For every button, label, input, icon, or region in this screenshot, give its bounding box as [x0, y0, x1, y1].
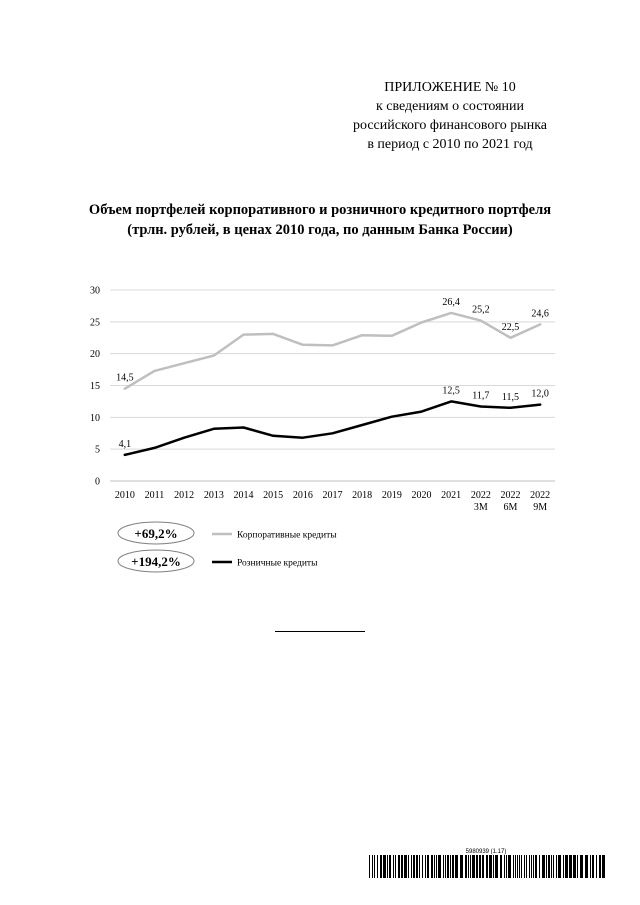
barcode-bar: [519, 855, 520, 878]
barcode-bar: [395, 855, 396, 878]
barcode-bar: [436, 855, 437, 878]
barcode-bar: [380, 855, 382, 878]
appendix-subtitle-2: российского финансового рынка: [352, 118, 548, 133]
barcode-bar: [506, 855, 507, 878]
barcode-bar: [427, 855, 429, 878]
barcode-bar: [411, 855, 412, 878]
growth-label: +194,2%: [131, 554, 181, 569]
barcode-bar: [470, 855, 471, 878]
data-label: 25,2: [472, 304, 490, 316]
y-tick-label: 20: [90, 349, 100, 361]
barcode-bar: [548, 855, 550, 878]
data-label: 4,1: [118, 438, 132, 450]
barcode-bar: [592, 855, 594, 878]
chart-title-line-2: (трлн. рублей, в ценах 2010 года, по данным Банка России): [127, 222, 513, 238]
barcode-bar: [401, 855, 403, 878]
barcode-bar: [569, 855, 572, 878]
barcode-bar: [517, 855, 518, 878]
barcode-bar: [404, 855, 407, 878]
barcode-bar: [374, 855, 375, 878]
x-tick-label: 2018: [352, 490, 373, 501]
barcode-bar: [445, 855, 446, 878]
data-label: 12,5: [442, 385, 460, 397]
x-tick-label: 2013: [203, 490, 224, 501]
barcode-bar: [513, 855, 514, 878]
x-tick-label: 2010: [114, 490, 135, 501]
x-tick-label: 2022: [500, 490, 521, 501]
barcode-bar: [580, 855, 583, 878]
barcode-bar: [551, 855, 552, 878]
barcode-bar: [500, 855, 502, 878]
legend-label: Розничные кредиты: [237, 558, 318, 569]
barcode-bar: [515, 855, 516, 878]
barcode-bar: [563, 855, 564, 878]
barcode-bar: [493, 855, 494, 878]
barcode-bar: [447, 855, 449, 878]
barcode-bar: [377, 855, 378, 878]
x-tick-label: 2017: [322, 490, 343, 501]
barcode-bar: [468, 855, 469, 878]
barcode-bar: [372, 855, 373, 878]
barcode-bar: [413, 855, 415, 878]
barcode-bar: [590, 855, 591, 878]
x-tick-label: 2015: [263, 490, 284, 501]
barcode-bar: [369, 855, 370, 878]
barcode-bar: [585, 855, 588, 878]
data-label: 22,5: [501, 321, 520, 333]
y-tick-label: 10: [90, 412, 100, 424]
barcode-bar: [476, 855, 478, 878]
barcode-bar: [531, 855, 532, 878]
barcode-bar: [573, 855, 576, 878]
barcode-bar: [450, 855, 451, 878]
barcode-bar: [479, 855, 481, 878]
barcode-bar: [535, 855, 537, 878]
barcode-bar: [556, 855, 557, 878]
y-tick-label: 30: [90, 285, 100, 297]
barcode-bar: [455, 855, 458, 878]
barcode-bar: [504, 855, 505, 878]
barcode-bar: [565, 855, 568, 878]
separator-line: [275, 631, 365, 632]
barcode-bar: [521, 855, 522, 878]
data-label: 24,6: [531, 308, 549, 320]
barcode-bar: [438, 855, 441, 878]
chart-title-line-1: Объем портфелей корпоративного и розничного кредитного портфеля: [88, 202, 552, 218]
corporate-credits-line: [125, 313, 540, 389]
x-tick-label: 2021: [441, 490, 462, 501]
barcode-bar: [422, 855, 423, 878]
x-tick-label: 2012: [174, 490, 195, 501]
x-tick-label: 2020: [411, 490, 432, 501]
data-label: 14,5: [116, 372, 134, 384]
growth-label: +69,2%: [134, 526, 178, 541]
y-tick-label: 25: [90, 317, 100, 329]
x-tick-label: 9M: [533, 502, 548, 513]
y-tick-label: 15: [90, 381, 100, 392]
barcode-bar: [577, 855, 578, 878]
y-tick-label: 5: [95, 444, 100, 456]
x-tick-label: 2016: [292, 490, 313, 501]
barcode-bar: [398, 855, 400, 878]
barcode-bar: [526, 855, 527, 878]
barcode-bar: [529, 855, 530, 878]
appendix-subtitle-3: в период с 2010 по 2021 год: [367, 137, 533, 152]
barcode-bar: [472, 855, 475, 878]
x-tick-label: 2019: [381, 490, 402, 501]
data-label: 12,0: [531, 388, 549, 400]
barcode-bar: [389, 855, 391, 878]
barcode-bar: [434, 855, 435, 878]
barcode: [367, 847, 605, 879]
barcode-bar: [596, 855, 597, 878]
retail-credits-line: [125, 401, 540, 455]
barcode-bar: [539, 855, 540, 878]
barcode-bar: [460, 855, 463, 878]
barcode-bar: [419, 855, 420, 878]
barcode-bar: [425, 855, 426, 878]
barcode-bar: [431, 855, 433, 878]
x-tick-label: 2011: [144, 490, 165, 501]
barcode-bar: [542, 855, 545, 878]
x-tick-label: 3M: [473, 502, 488, 513]
appendix-subtitle-1: к сведениям о состоянии: [375, 99, 525, 114]
barcode-bar: [524, 855, 525, 878]
barcode-bar: [495, 855, 498, 878]
barcode-bar: [393, 855, 394, 878]
barcode-bar: [558, 855, 561, 878]
barcode-label: 5980939 (1.17): [465, 849, 507, 855]
legend-label: Корпоративные кредиты: [237, 530, 337, 541]
barcode-bar: [408, 855, 409, 878]
barcode-bar: [553, 855, 554, 878]
x-tick-label: 2022: [470, 490, 491, 501]
barcode-bar: [489, 855, 492, 878]
barcode-bar: [486, 855, 488, 878]
x-tick-label: 6M: [503, 502, 518, 513]
barcode-bar: [482, 855, 484, 878]
x-tick-label: 2022: [530, 490, 551, 501]
barcode-bar: [465, 855, 467, 878]
barcode-bar: [533, 855, 534, 878]
barcode-bar: [416, 855, 418, 878]
barcode-bar: [599, 855, 601, 878]
y-tick-label: 0: [95, 476, 100, 488]
barcode-bar: [546, 855, 547, 878]
barcode-bar: [602, 855, 605, 878]
appendix-number: ПРИЛОЖЕНИЕ № 10: [384, 80, 516, 95]
data-label: 11,5: [501, 391, 520, 403]
x-tick-label: 2014: [233, 490, 254, 501]
barcode-bar: [508, 855, 511, 878]
data-label: 11,7: [472, 390, 490, 402]
barcode-bar: [443, 855, 444, 878]
barcode-bar: [387, 855, 388, 878]
barcode-bar: [452, 855, 454, 878]
data-label: 26,4: [442, 296, 460, 308]
barcode-bar: [383, 855, 386, 878]
